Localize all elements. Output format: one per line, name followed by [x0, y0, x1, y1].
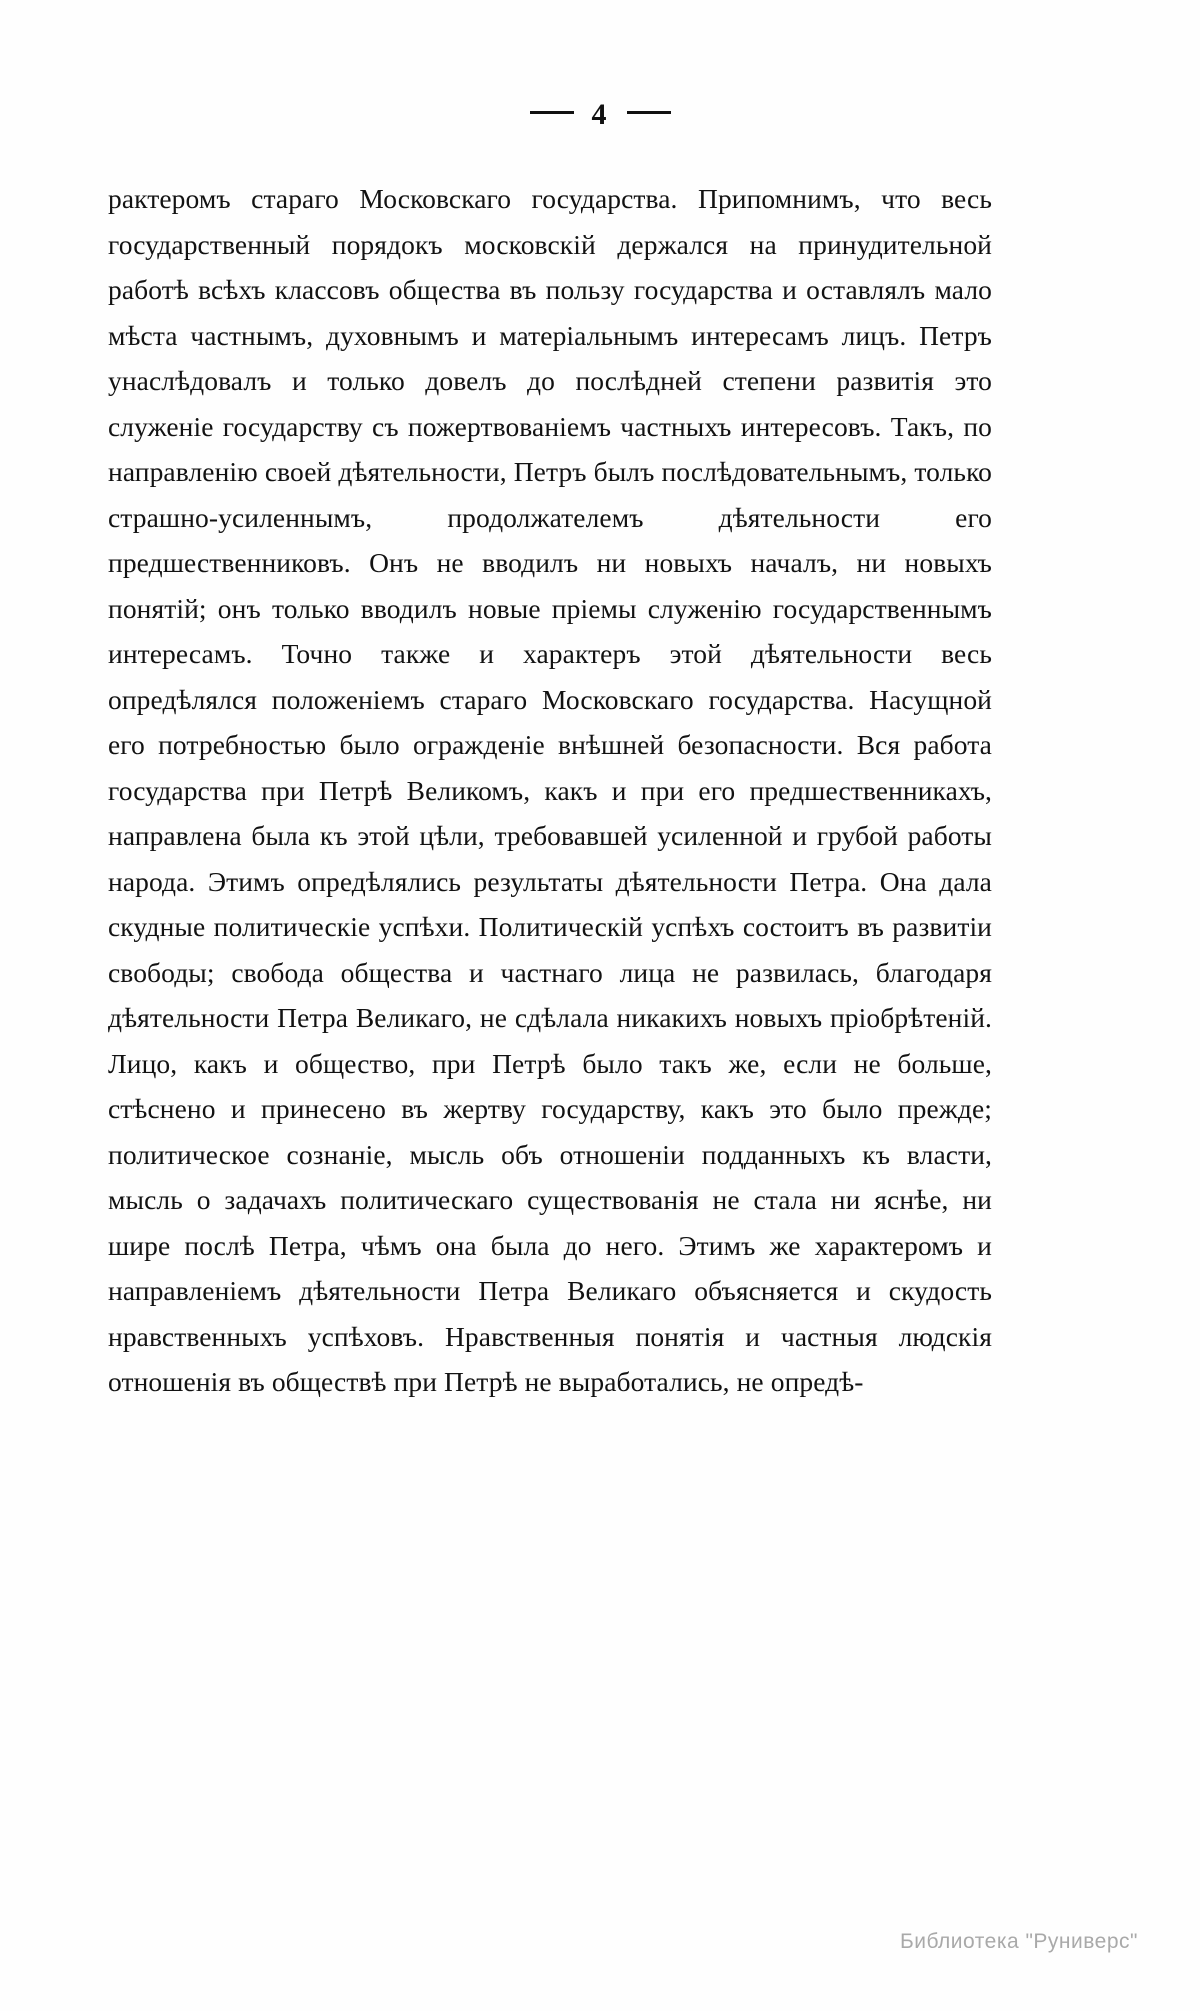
page-number: 4	[591, 98, 609, 132]
header-rule-left	[530, 111, 574, 114]
body-paragraph: рактеромъ стараго Московскаго государства. Припомнимъ, что весь государственный порядокъ московскій держался на принудительной работѣ всѣхъ классовъ общества въ пользу государства и оставлялъ мало мѣста частнымъ, духовнымъ и матеріальнымъ интересамъ лицъ. Петръ унаслѣдовалъ и только довелъ до послѣдней степени развитія это служеніе государству съ пожертвованіемъ частныхъ интересовъ. Такъ, по направленію своей дѣятельности, Петръ былъ послѣдовательнымъ, только страшно-усиленнымъ, продолжателемъ дѣятельности его предшественниковъ. Онъ не вводилъ ни новыхъ началъ, ни новыхъ понятій; онъ только вводилъ новые пріемы служенію государственнымъ интересамъ. Точно также и характеръ этой дѣятельности весь опредѣлялся положеніемъ стараго Московскаго государства. Насущной его потребностью было огражденіе внѣшней безопасности. Вся работа государства при Петрѣ Великомъ, какъ и при его предшественникахъ, направлена была къ этой цѣли, требовавшей усиленной и грубой работы народа. Этимъ опредѣлялись результаты дѣятельности Петра. Она дала скудные политическіе успѣхи. Политическій успѣхъ состоитъ въ развитіи свободы; свобода общества и частнаго лица не развилась, благодаря дѣятельности Петра Великаго, не сдѣлала никакихъ новыхъ пріобрѣтеній. Лицо, какъ и общество, при Петрѣ было такъ же, если не больше, стѣснено и принесено въ жертву государству, какъ это было прежде; политическое сознаніе, мысль объ отношеніи подданныхъ къ власти, мысль о задачахъ политическаго существованія не стала ни яснѣе, ни шире послѣ Петра, чѣмъ она была до него. Этимъ же характеромъ и направленіемъ дѣятельности Петра Великаго объясняется и скудость нравственныхъ успѣховъ. Нравственныя понятія и частныя людскія отношенія въ обществѣ при Петрѣ не выработались, не опредѣ-	[108, 183, 992, 1397]
page-body	[108, 176, 992, 1405]
library-watermark: Библиотека "Руниверс"	[899, 1930, 1138, 1953]
header-rule-right	[627, 111, 671, 114]
page-header	[0, 96, 1200, 132]
